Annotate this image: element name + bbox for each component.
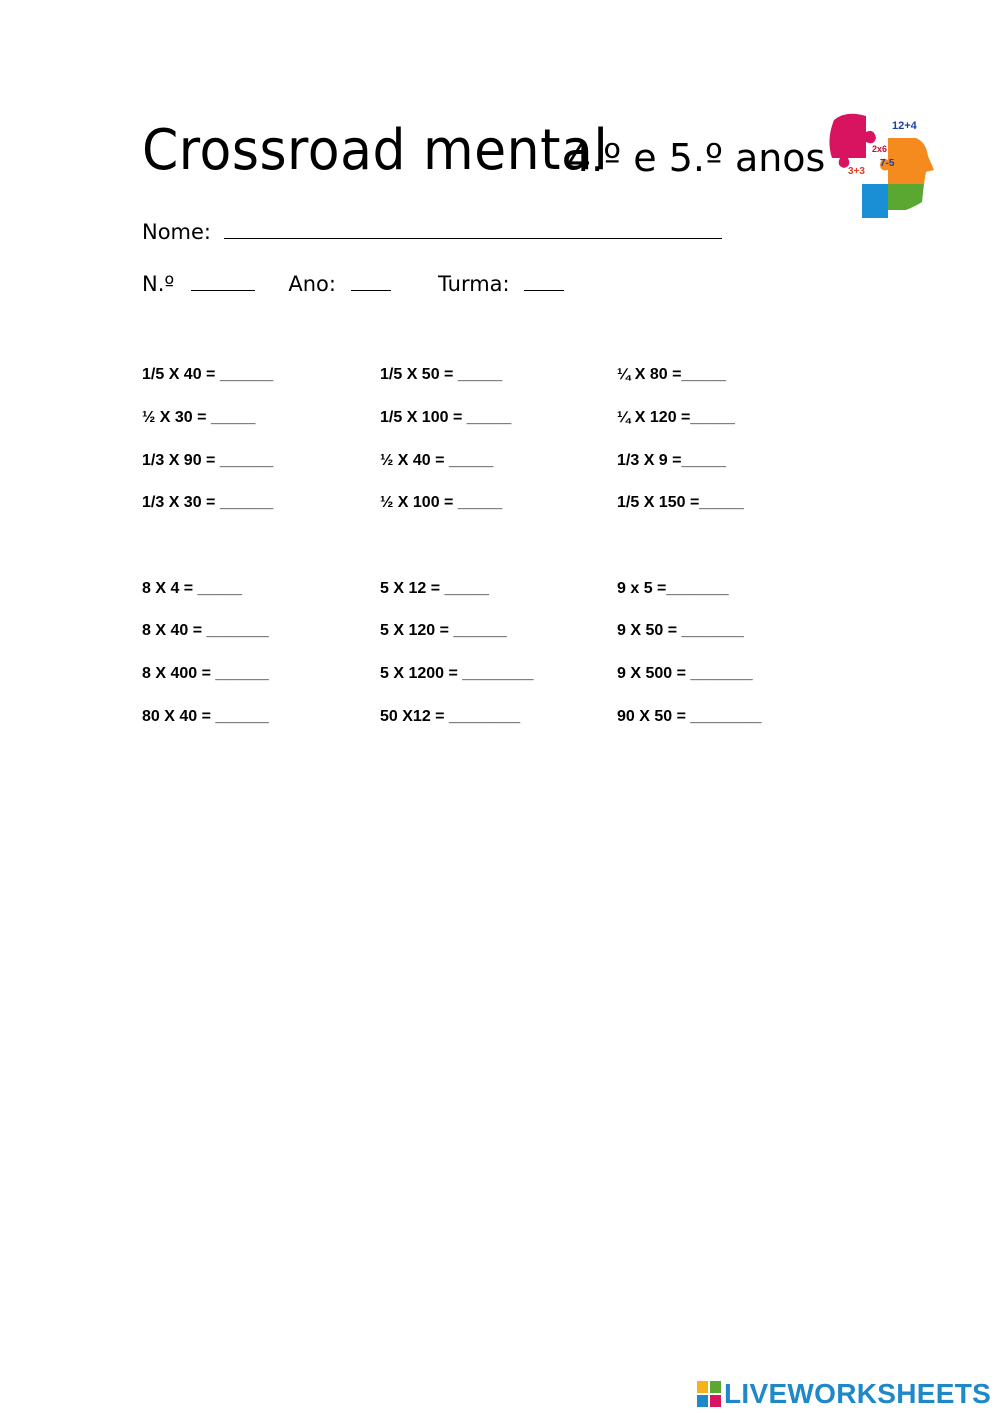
nome-row bbox=[142, 218, 722, 244]
nome-input[interactable] bbox=[224, 218, 722, 239]
numero-input[interactable] bbox=[191, 270, 255, 291]
worksheet-title: Crossroad mental bbox=[142, 118, 609, 183]
logo-mult-text: 2x6 bbox=[872, 144, 888, 154]
exercise-fraction-2-2[interactable]: 1/5 X 100 = _____ bbox=[380, 409, 512, 426]
exercise-mult-3-3[interactable]: 9 X 500 = _______ bbox=[617, 665, 753, 682]
exercise-fraction-4-1[interactable]: 1/3 X 30 = ______ bbox=[142, 494, 274, 511]
exercise-fraction-2-1[interactable]: ½ X 30 = _____ bbox=[142, 409, 256, 426]
ano-input[interactable] bbox=[351, 270, 391, 291]
exercise-fraction-3-2[interactable]: ½ X 40 = _____ bbox=[380, 452, 494, 469]
exercise-fraction-2-3[interactable]: ¼ X 120 =_____ bbox=[617, 409, 735, 426]
exercise-mult-4-3[interactable]: 90 X 50 = ________ bbox=[617, 708, 762, 725]
logo-add-text: 3+3 bbox=[848, 166, 865, 177]
exercise-fraction-1-2[interactable]: 1/5 X 50 = _____ bbox=[380, 366, 503, 383]
exercise-mult-1-1[interactable]: 8 X 4 = _____ bbox=[142, 580, 243, 597]
numero-label: N.º bbox=[142, 272, 175, 296]
puzzle-head-logo bbox=[826, 110, 940, 220]
liveworksheets-icon bbox=[697, 1381, 721, 1407]
exercise-mult-2-1[interactable]: 8 X 40 = _______ bbox=[142, 622, 269, 639]
exercise-mult-1-2[interactable]: 5 X 12 = _____ bbox=[380, 580, 489, 597]
ano-label: Ano: bbox=[288, 272, 336, 296]
exercise-mult-4-2[interactable]: 50 X12 = ________ bbox=[380, 708, 521, 725]
exercise-fraction-1-3[interactable]: ¼ X 80 =_____ bbox=[617, 366, 726, 383]
exercise-fraction-1-1[interactable]: 1/5 X 40 = ______ bbox=[142, 366, 274, 383]
numero-row bbox=[142, 270, 564, 296]
turma-input[interactable] bbox=[524, 270, 564, 291]
exercise-mult-2-3[interactable]: 9 X 50 = _______ bbox=[617, 622, 744, 639]
liveworksheets-brand: LIVEWORKSHEETS bbox=[724, 1378, 992, 1409]
exercise-mult-2-2[interactable]: 5 X 120 = ______ bbox=[380, 622, 507, 639]
logo-sub-text: 7-5 bbox=[880, 158, 895, 169]
exercise-fraction-4-3[interactable]: 1/5 X 150 =_____ bbox=[617, 494, 744, 511]
liveworksheets-logo bbox=[697, 1378, 991, 1410]
exercise-mult-3-1[interactable]: 8 X 400 = ______ bbox=[142, 665, 269, 682]
exercise-fraction-3-3[interactable]: 1/3 X 9 =_____ bbox=[617, 452, 726, 469]
exercise-mult-4-1[interactable]: 80 X 40 = ______ bbox=[142, 708, 269, 725]
exercise-mult-3-2[interactable]: 5 X 1200 = ________ bbox=[380, 665, 534, 682]
worksheet-subtitle: 4.º e 5.º anos bbox=[567, 136, 826, 180]
turma-label: Turma: bbox=[438, 272, 510, 296]
logo-sum-text: 12+4 bbox=[892, 120, 917, 132]
exercise-mult-1-3[interactable]: 9 x 5 =_______ bbox=[617, 580, 729, 597]
exercise-fraction-4-2[interactable]: ½ X 100 = _____ bbox=[380, 494, 503, 511]
exercise-fraction-3-1[interactable]: 1/3 X 90 = ______ bbox=[142, 452, 274, 469]
nome-label: Nome: bbox=[142, 220, 212, 244]
